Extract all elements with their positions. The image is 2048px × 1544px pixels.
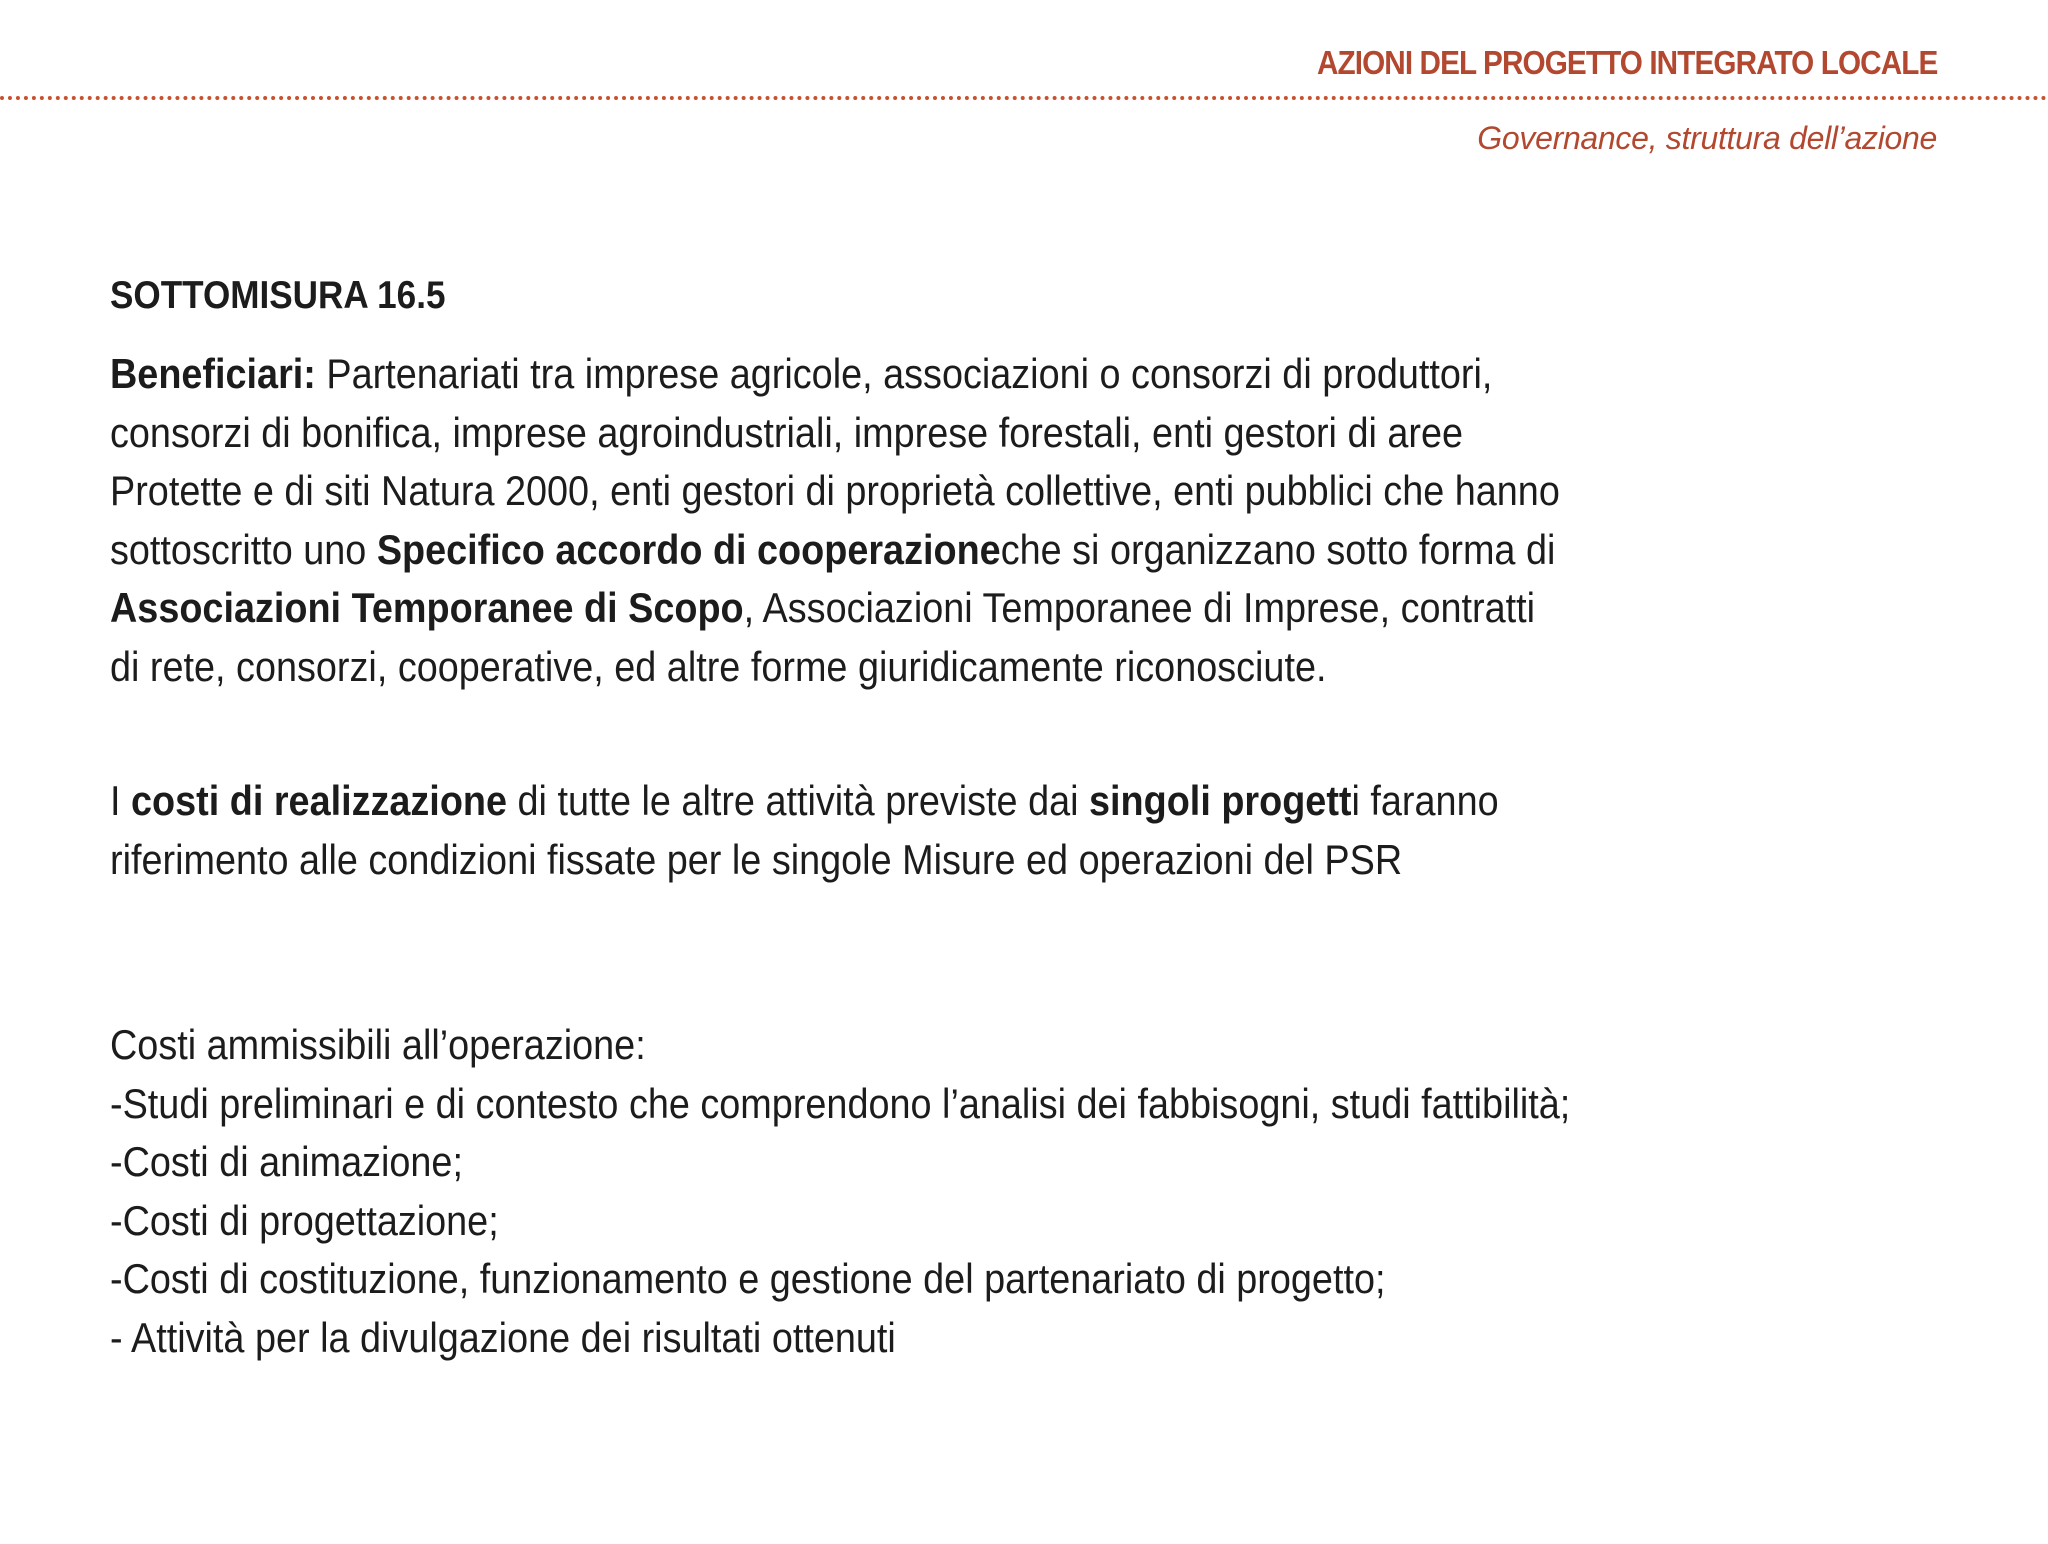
- list-item: -Studi preliminari e di contesto che comprendono l’analisi dei fabbisogni, studi fattibilità;: [110, 1079, 1571, 1127]
- costi-text: I: [110, 777, 132, 824]
- costi-realizzazione-emphasis: costi di realizzazione: [131, 777, 508, 824]
- beneficiari-paragraph: [110, 345, 1560, 696]
- costi-line: riferimento alle condizioni fissate per le singole Misure ed operazioni del PSR: [110, 835, 1403, 883]
- costi-ammissibili-list: [110, 1016, 1570, 1367]
- beneficiari-text: sottoscritto uno: [110, 525, 377, 573]
- ats-emphasis: Associazioni Temporanee di Scopo: [110, 584, 744, 631]
- beneficiari-text: che si organizzano sotto forma di: [1000, 525, 1556, 573]
- header-title: AZIONI DEL PROGETTO INTEGRATO LOCALE: [1316, 44, 1937, 81]
- singoli-progetti-emphasis: singoli progett: [1089, 777, 1352, 824]
- list-item: -Costi di progettazione;: [110, 1196, 499, 1244]
- beneficiari-line: di rete, consorzi, cooperative, ed altre forme giuridicamente riconosciute.: [110, 642, 1327, 690]
- costi-line: [110, 772, 1499, 831]
- header-subtitle: Governance, struttura dell’azione: [1477, 120, 1937, 156]
- list-item: - Attività per la divulgazione dei risultati ottenuti: [110, 1313, 896, 1361]
- costi-realizzazione-paragraph: [110, 772, 1499, 889]
- beneficiari-label: Beneficiari:: [110, 350, 316, 397]
- beneficiari-text: , Associazioni Temporanee di Imprese, contratti: [743, 584, 1536, 631]
- beneficiari-line: [110, 345, 1560, 404]
- list-item: -Costi di animazione;: [110, 1138, 463, 1185]
- beneficiari-line: Protette e di siti Natura 2000, enti gestori di proprietà collettive, enti pubblici che hanno: [110, 467, 1560, 514]
- beneficiari-text: Partenariati tra imprese agricole, associazioni o consorzi di produttori,: [315, 350, 1493, 397]
- costi-text: i faranno: [1351, 777, 1499, 824]
- beneficiari-line: [110, 521, 1560, 580]
- costi-ammissibili-heading: Costi ammissibili all’operazione:: [110, 1021, 646, 1068]
- beneficiari-line: consorzi di bonifica, imprese agroindustriali, imprese forestali, enti gestori di aree: [110, 408, 1464, 456]
- header-dotted-divider: [0, 96, 2048, 100]
- costi-text: di tutte le altre attività previste dai: [507, 777, 1090, 824]
- list-item: -Costi di costituzione, funzionamento e gestione del partenariato di progetto;: [110, 1255, 1386, 1302]
- section-title: SOTTOMISURA 16.5: [110, 274, 446, 317]
- beneficiari-line: [110, 579, 1560, 638]
- accordo-cooperazione-emphasis: Specifico accordo di cooperazione: [376, 525, 1001, 573]
